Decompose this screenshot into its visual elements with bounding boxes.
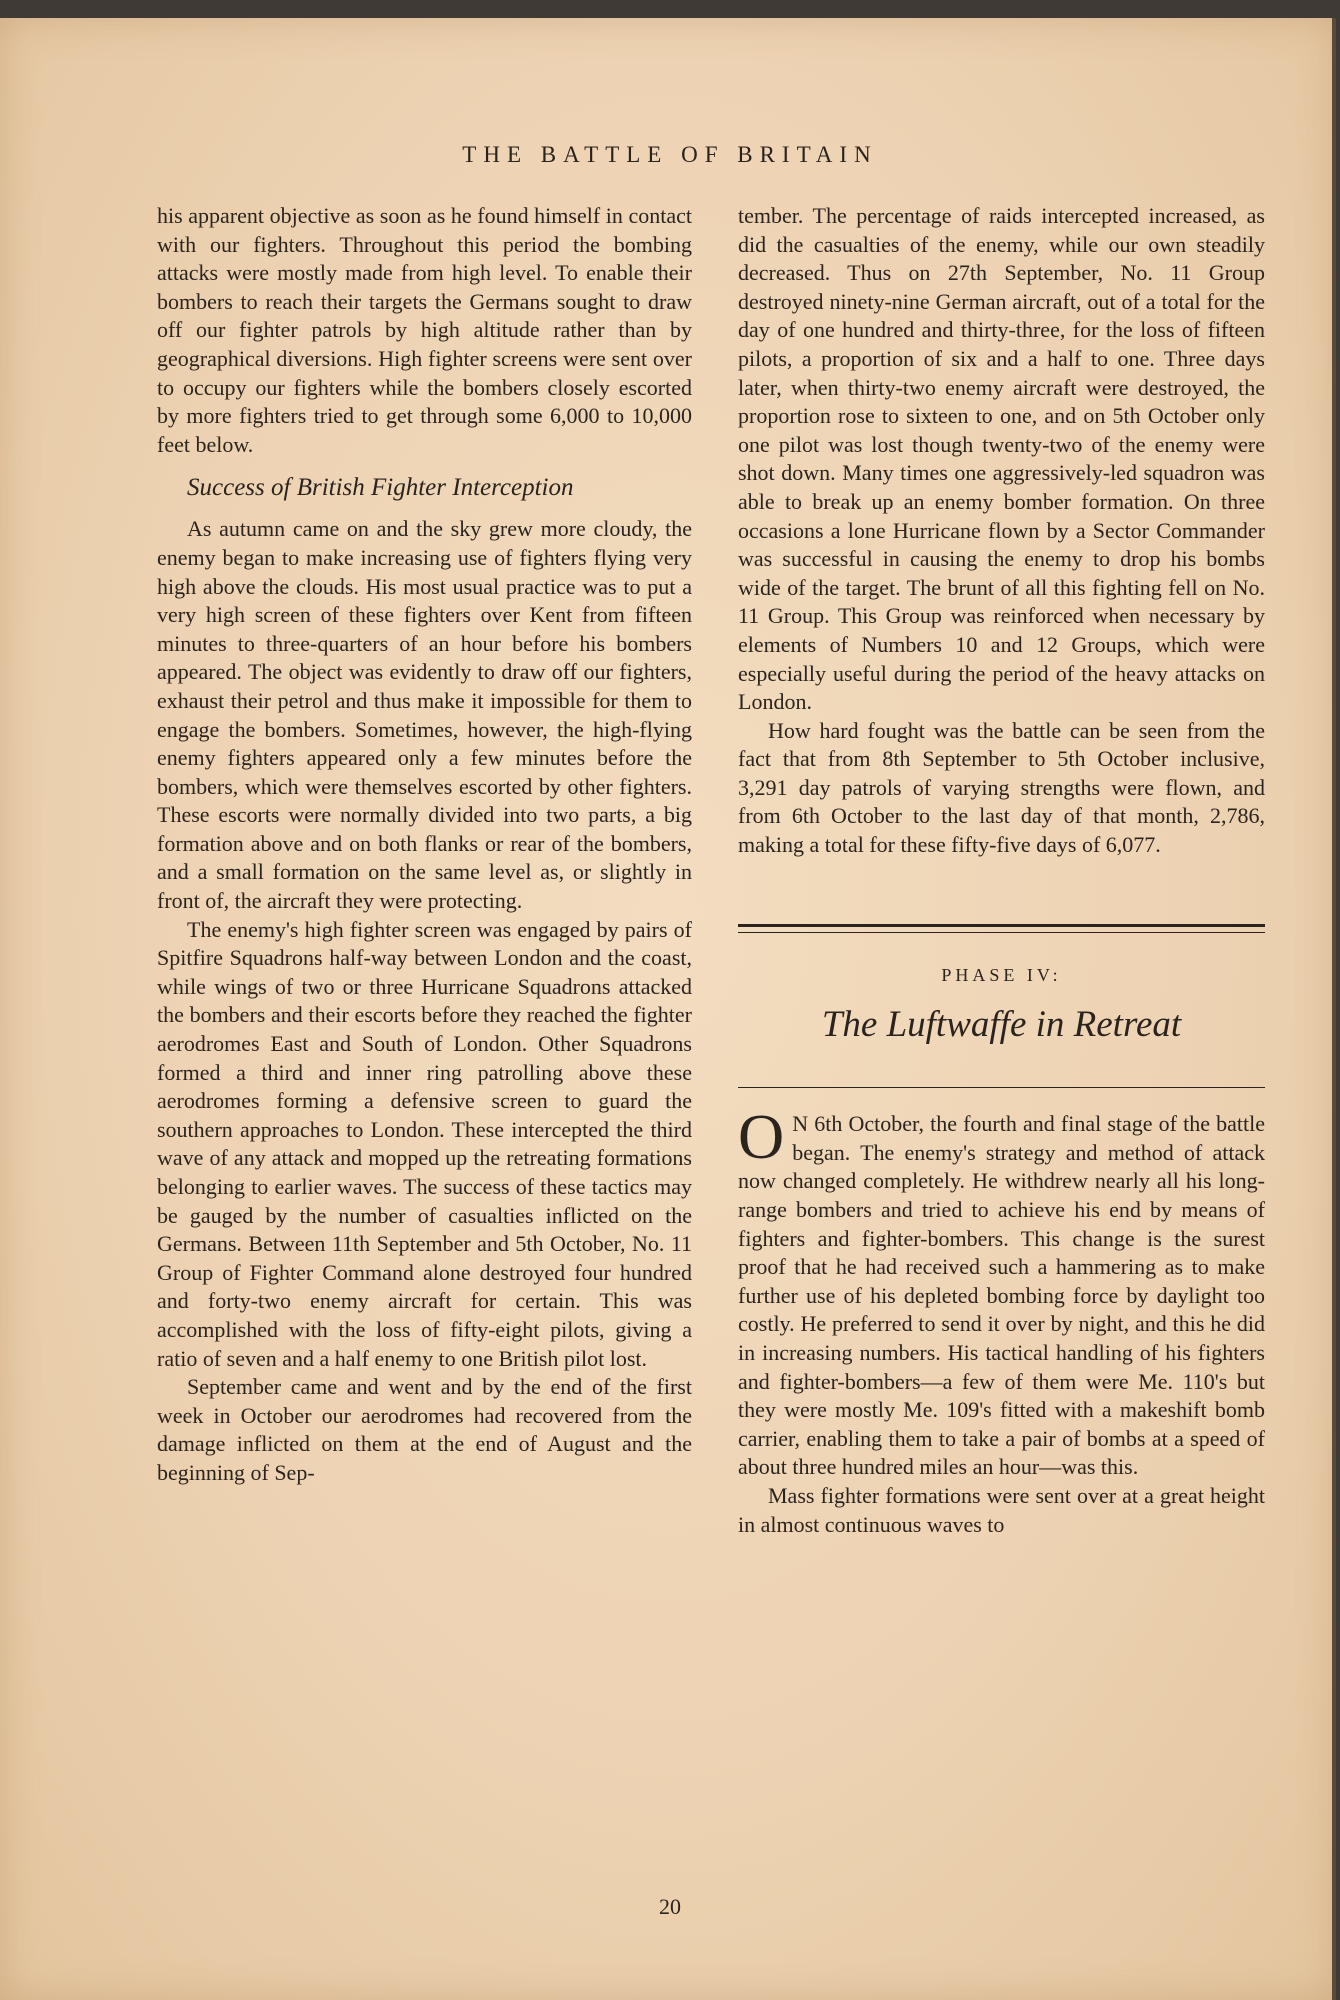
paragraph: As autumn came on and the sky grew more cloudy, the enemy began to make increasing use of fighters flying very high above the clouds. His most usual practice was to put a very high screen of these fighters over Kent from fifteen minutes to three-quarters of an hour before his bombers appeared. The object was evidently to draw off our fighters, exhaust their petrol and thus make it impossible for them to engage the bombers. Sometimes, however, the high-flying enemy fighters appeared only a few minutes before the bombers, which were themselves escorted by other fighters. These escorts were normally divided into two parts, a big formation above and on both flanks or rear of the bombers, and a small formation on the same level as, or slightly in front of, the aircraft they were protecting. <box>157 516 692 914</box>
double-rule-divider <box>738 924 1265 933</box>
paragraph: How hard fought was the battle can be seen from the fact that from 8th September to 5th October inclusive, 3,291 day patrols of varying strengths were flown, and from 6th October to the last day of that month, 2,786, making a total for these fifty-five days of 6,077. <box>738 717 1265 858</box>
phase-label: PHASE IV: <box>941 964 1062 985</box>
paragraph: his apparent objective as soon as he found himself in contact with our fighters. Throughout this period the bombing attacks were mostly made from high level. To enable their bombers to reach their targets the Germans sought to draw off our fighter patrols by high altitude rather than by geographical diversions. High fighter screens were sent over to occupy our fighters while the bombers closely escorted by more fighters tried to get through some 6,000 to 10,000 feet below. <box>157 203 692 457</box>
paragraph: September came and went and by the end of the first week in October our aerodromes had recovered from the damage inflicted on them at the end of August and the beginning of Sep- <box>157 1374 692 1485</box>
phase-title: The Luftwaffe in Retreat <box>821 1004 1182 1046</box>
paragraph: The enemy's high fighter screen was engaged by pairs of Spitfire Squadrons half-way between London and the coast, while wings of two or three Hurricane Squadrons attacked the bombers and their escorts before they reached the fighter aerodromes East and South of London. Other Squadrons formed a third and inner ring patrolling above these aerodromes forming a defensive screen to guard the southern approaches to London. These intercepted the third wave of any attack and mopped up the retreating formations belonging to earlier waves. The success of these tactics may be gauged by the number of casualties inflicted on the Germans. Between 11th September and 5th October, No. 11 Group of Fighter Command alone destroyed four hundred and forty-two enemy aircraft for certain. This was accomplished with the loss of fifty-eight pilots, giving a ratio of seven and a half enemy to one British pilot lost. <box>157 916 692 1371</box>
opening-paragraph <box>738 1101 1265 1482</box>
drop-cap: O <box>738 1101 785 1173</box>
section-subheading: Success of British Fighter Interception <box>187 474 574 502</box>
paragraph: Mass fighter formations were sent over at a great height in almost continuous waves to <box>738 1482 1265 1537</box>
left-column <box>157 202 692 1488</box>
page-number: 20 <box>659 1894 681 1919</box>
page-edge <box>1332 18 1336 2000</box>
paragraph-text: N 6th October, the fourth and final stage of the battle began. The enemy's strategy and method of attack now changed completely. He withdrew nearly all his long-range bombers and tried to achieve his end by means of fighters and fighter-bombers. This change is the surest proof that he had received such a hammering as to make further use of his depleted bombing force by daylight too costly. He preferred to send it over by night, and this he did in increasing numbers. His tactical handling of his fighters and fighter-bombers—a few of them were Me. 110's but they were mostly Me. 109's fitted with a makeshift bomb carrier, enabling them to take a pair of bombs at a speed of about three hundred miles an hour—was this. <box>738 1111 1265 1480</box>
right-column <box>738 202 1265 1539</box>
paragraph: tember. The percentage of raids intercepted increased, as did the casualties of the enemy, while our own steadily decreased. Thus on 27th September, No. 11 Group destroyed ninety-nine German aircraft, out of a total for the day of one hundred and thirty-three, for the loss of fifteen pilots, a proportion of six and a half to one. Three days later, when thirty-two enemy aircraft were destroyed, the proportion rose to sixteen to one, and on 5th October only one pilot was lost though twenty-two of the enemy were shot down. Many times one aggressively-led squadron was able to break up an enemy bomber formation. On three occasions a lone Hurricane flown by a Sector Commander was successful in causing the enemy to drop his bombs wide of the target. The brunt of all this fighting fell on No. 11 Group. This Group was reinforced when necessary by elements of Numbers 10 and 12 Groups, which were especially useful during the period of the heavy attacks on London. <box>738 203 1265 715</box>
rule-divider <box>738 1087 1265 1088</box>
running-head: THE BATTLE OF BRITAIN <box>462 142 878 167</box>
